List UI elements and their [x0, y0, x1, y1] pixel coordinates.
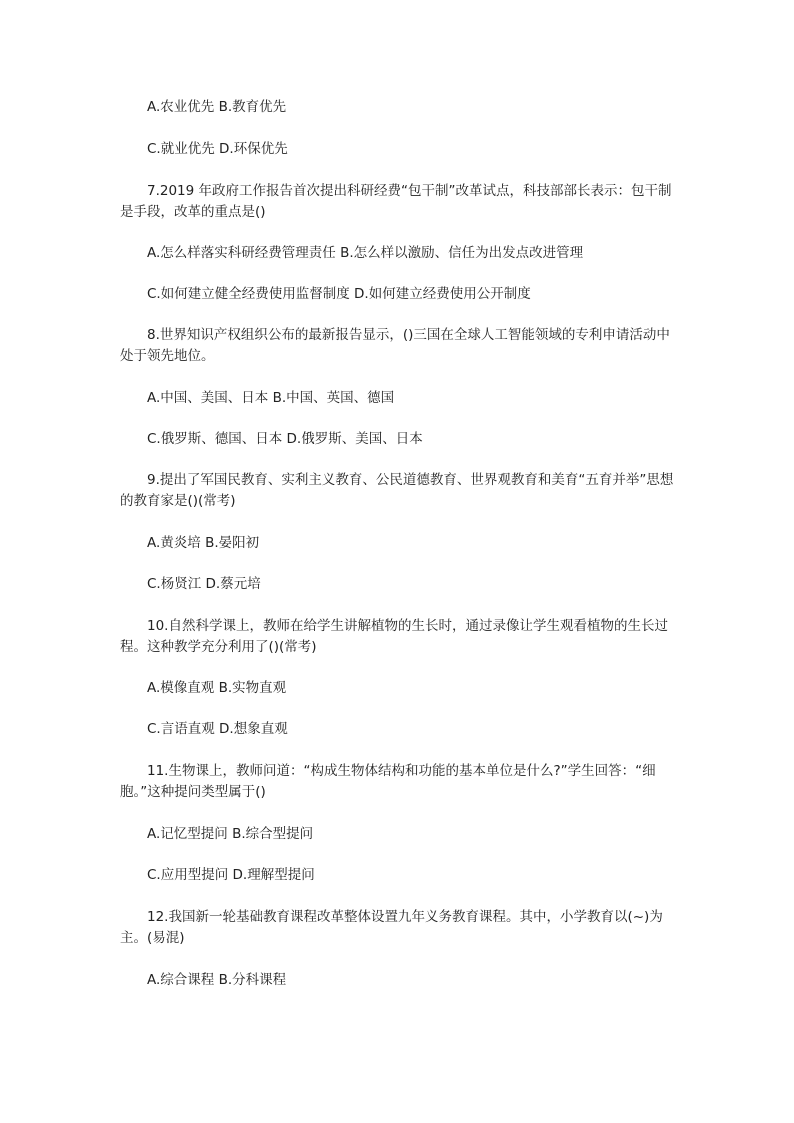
q7-options-ab: A.怎么样落实科研经费管理责任 B.怎么样以激励、信任为出发点改进管理 — [147, 245, 584, 261]
question-10: 10.自然科学课上，教师在给学生讲解植物的生长时，通过录像让学生观看植物的生长过程。这种教学充分利用了()(常考) — [120, 618, 668, 655]
question-12: 12.我国新一轮基础教育课程改革整体设置九年义务教育课程。其中，小学教育以(~)为主。(易混) — [120, 909, 663, 946]
question-9: 9.提出了军国民教育、实利主义教育、公民道德教育、世界观教育和美育“五育并举”思想的教育家是()(常考) — [120, 472, 674, 509]
q9-options-ab: A.黄炎培 B.晏阳初 — [147, 535, 260, 551]
q11-options-cd: C.应用型提问 D.理解型提问 — [147, 867, 315, 883]
question-7: 7.2019 年政府工作报告首次提出科研经费“包干制”改革试点，科技部部长表示：包干制是手段，改革的重点是() — [120, 183, 672, 220]
q10-options-cd: C.言语直观 D.想象直观 — [147, 721, 288, 737]
q8-options-cd: C.俄罗斯、德国、日本 D.俄罗斯、美国、日本 — [147, 431, 423, 447]
q7-options-cd: C.如何建立健全经费使用监督制度 D.如何建立经费使用公开制度 — [147, 286, 531, 302]
q9-options-cd: C.杨贤江 D.蔡元培 — [147, 576, 261, 592]
q8-options-ab: A.中国、美国、日本 B.中国、英国、德国 — [147, 390, 395, 406]
question-11: 11.生物课上，教师问道：“构成生物体结构和功能的基本单位是什么?”学生回答：“细胞。”这种提问类型属于() — [120, 763, 656, 800]
q12-options-ab: A.综合课程 B.分科课程 — [147, 972, 287, 988]
q10-options-ab: A.模像直观 B.实物直观 — [147, 680, 287, 696]
question-8: 8.世界知识产权组织公布的最新报告显示，()三国在全球人工智能领域的专利申请活动中处于领先地位。 — [120, 327, 670, 364]
q6-options-ab: A.农业优先 B.教育优先 — [147, 99, 287, 115]
q6-options-cd: C.就业优先 D.环保优先 — [147, 141, 288, 157]
q11-options-ab: A.记忆型提问 B.综合型提问 — [147, 826, 314, 842]
